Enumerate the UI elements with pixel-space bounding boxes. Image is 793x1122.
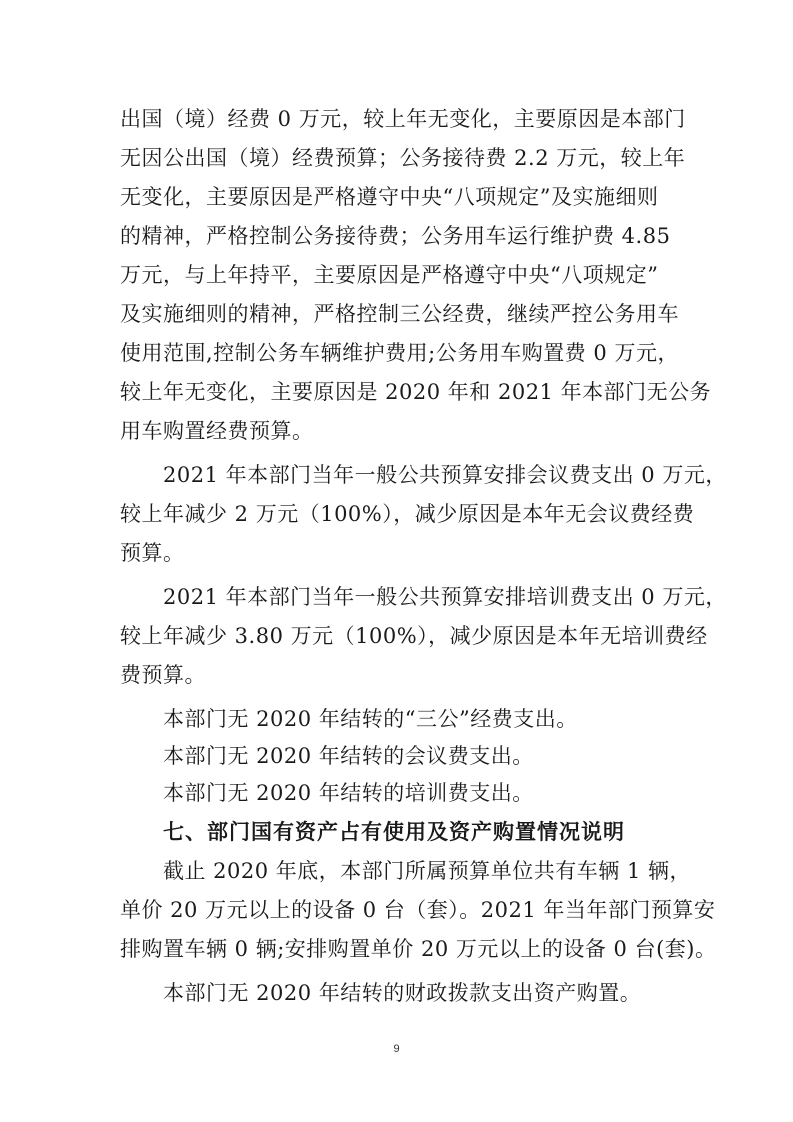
paragraph-2-line-2: 较上年减少 2 万元（100%），减少原因是本年无会议费经费 (120, 502, 695, 526)
paragraph-3-line-1: 2021 年本部门当年一般公共预算安排培训费支出 0 万元， (163, 585, 727, 609)
paragraph-8: 本部门无 2020 年结转的财政拨款支出资产购置。 (163, 981, 642, 1005)
paragraph-4: 本部门无 2020 年结转的“三公”经费支出。 (163, 707, 578, 731)
paragraph-7-line-2: 单价 20 万元以上的设备 0 台（套）。2021 年当年部门预算安 (120, 898, 716, 922)
paragraph-7-line-3: 排购置车辆 0 辆;安排购置单价 20 万元以上的设备 0 台(套)。 (120, 937, 717, 961)
paragraph-3-line-2: 较上年减少 3.80 万元（100%），减少原因是本年无培训费经 (120, 624, 708, 648)
paragraph-7-line-1: 截止 2020 年底，本部门所属预算单位共有车辆 1 辆， (163, 859, 692, 883)
paragraph-1-line-5: 万元，与上年持平，主要原因是严格遵守中央“八项规定” (120, 263, 659, 287)
paragraph-1-line-4: 的精神，严格控制公务接待费；公务用车运行维护费 4.85 (120, 224, 671, 248)
paragraph-2-line-3: 预算。 (120, 541, 185, 565)
paragraph-1-line-2: 无因公出国（境）经费预算；公务接待费 2.2 万元，较上年 (120, 146, 686, 170)
paragraph-1-line-6: 及实施细则的精神，严格控制三公经费，继续严控公务用车 (120, 302, 679, 326)
paragraph-1-line-7: 使用范围,控制公务车辆维护费用;公务用车购置费 0 万元， (120, 341, 679, 365)
paragraph-1-line-1: 出国（境）经费 0 万元，较上年无变化，主要原因是本部门 (120, 107, 686, 131)
paragraph-1-line-3: 无变化，主要原因是严格遵守中央“八项规定”及实施细则 (120, 185, 659, 209)
paragraph-3-line-3: 费预算。 (120, 663, 206, 687)
paragraph-1-line-9: 用车购置经费预算。 (120, 419, 314, 443)
paragraph-5: 本部门无 2020 年结转的会议费支出。 (163, 744, 534, 768)
paragraph-1-line-8: 较上年无变化，主要原因是 2020 年和 2021 年本部门无公务 (120, 380, 712, 404)
section-heading-7: 七、部门国有资产占有使用及资产购置情况说明 (163, 820, 625, 844)
page-number: 9 (393, 1043, 400, 1055)
paragraph-6: 本部门无 2020 年结转的培训费支出。 (163, 781, 534, 805)
paragraph-2-line-1: 2021 年本部门当年一般公共预算安排会议费支出 0 万元， (163, 463, 727, 487)
